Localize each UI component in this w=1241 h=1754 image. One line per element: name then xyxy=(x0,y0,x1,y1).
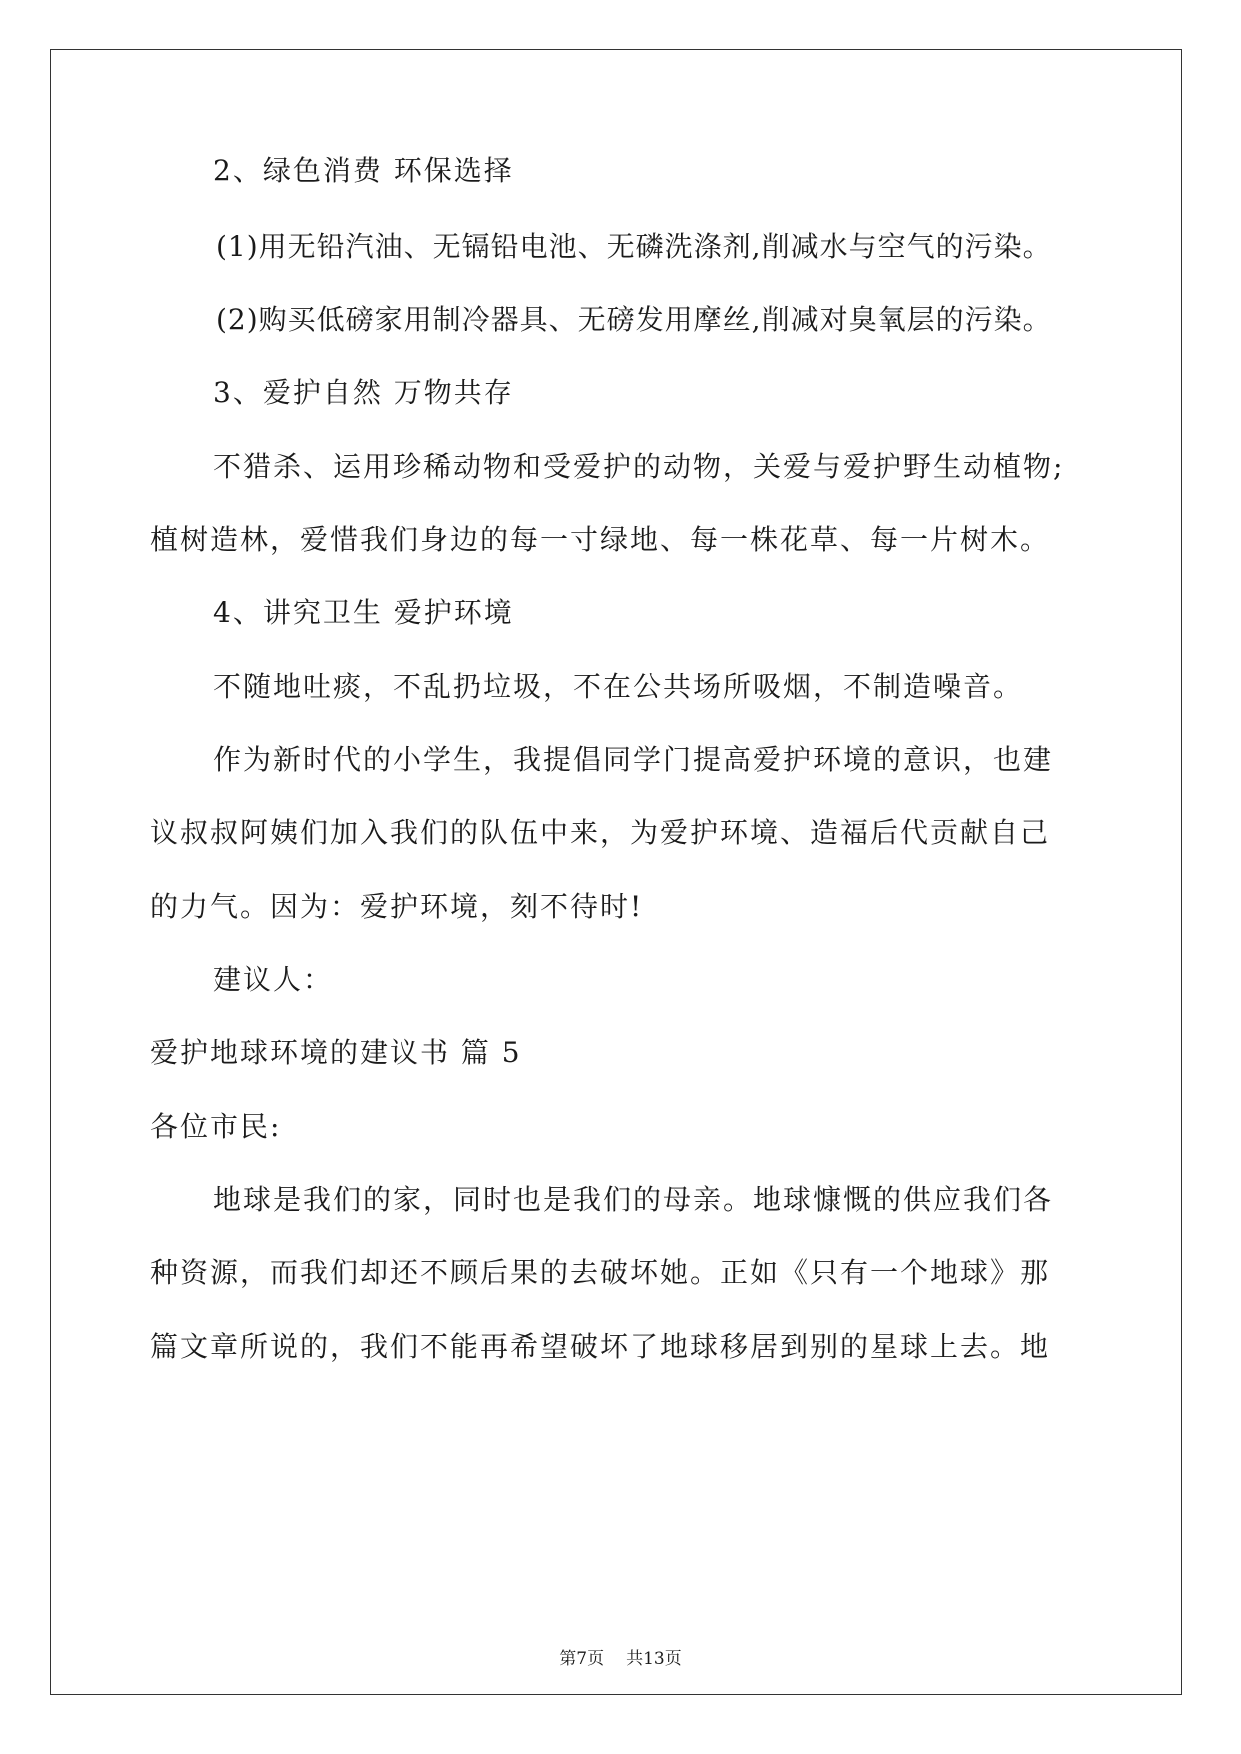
paragraph-line: 的力气。因为：爱护环境，刻不待时! xyxy=(150,890,644,923)
list-item-1: (1)用无铅汽油、无镉铅电池、无磷洗涤剂,削减水与空气的污染。 xyxy=(216,230,1052,263)
page-border xyxy=(50,49,1182,1695)
page-number: 第7页 xyxy=(559,1649,605,1669)
section-heading-4: 4、讲究卫生 爱护环境 xyxy=(213,596,514,629)
section-heading-3: 3、爱护自然 万物共存 xyxy=(213,376,514,409)
article-title: 爱护地球环境的建议书 篇 5 xyxy=(150,1036,522,1069)
paragraph-line: 地球是我们的家，同时也是我们的母亲。地球慷慨的供应我们各 xyxy=(213,1183,1054,1216)
paragraph-line: 不随地吐痰，不乱扔垃圾，不在公共场所吸烟，不制造噪音。 xyxy=(213,670,1024,703)
page-total: 共13页 xyxy=(626,1649,682,1669)
paragraph-line: 不猎杀、运用珍稀动物和受爱护的动物，关爱与爱护野生动植物; xyxy=(213,450,1065,483)
paragraph-line: 篇文章所说的，我们不能再希望破坏了地球移居到别的星球上去。地 xyxy=(150,1330,1051,1363)
list-item-2: (2)购买低磅家用制冷器具、无磅发用摩丝,削减对臭氧层的污染。 xyxy=(216,303,1052,336)
section-heading-2: 2、绿色消费 环保选择 xyxy=(213,154,514,187)
paragraph-line: 植树造林，爱惜我们身边的每一寸绿地、每一株花草、每一片树木。 xyxy=(150,523,1051,556)
signature-label: 建议人： xyxy=(213,963,334,996)
paragraph-line: 种资源，而我们却还不顾后果的去破坏她。正如《只有一个地球》那 xyxy=(150,1256,1051,1289)
paragraph-line: 作为新时代的小学生，我提倡同学门提高爱护环境的意识，也建 xyxy=(213,743,1054,776)
salutation: 各位市民: xyxy=(150,1110,282,1143)
paragraph-line: 议叔叔阿姨们加入我们的队伍中来，为爱护环境、造福后代贡献自己 xyxy=(150,816,1051,849)
page-footer xyxy=(0,1647,1241,1671)
